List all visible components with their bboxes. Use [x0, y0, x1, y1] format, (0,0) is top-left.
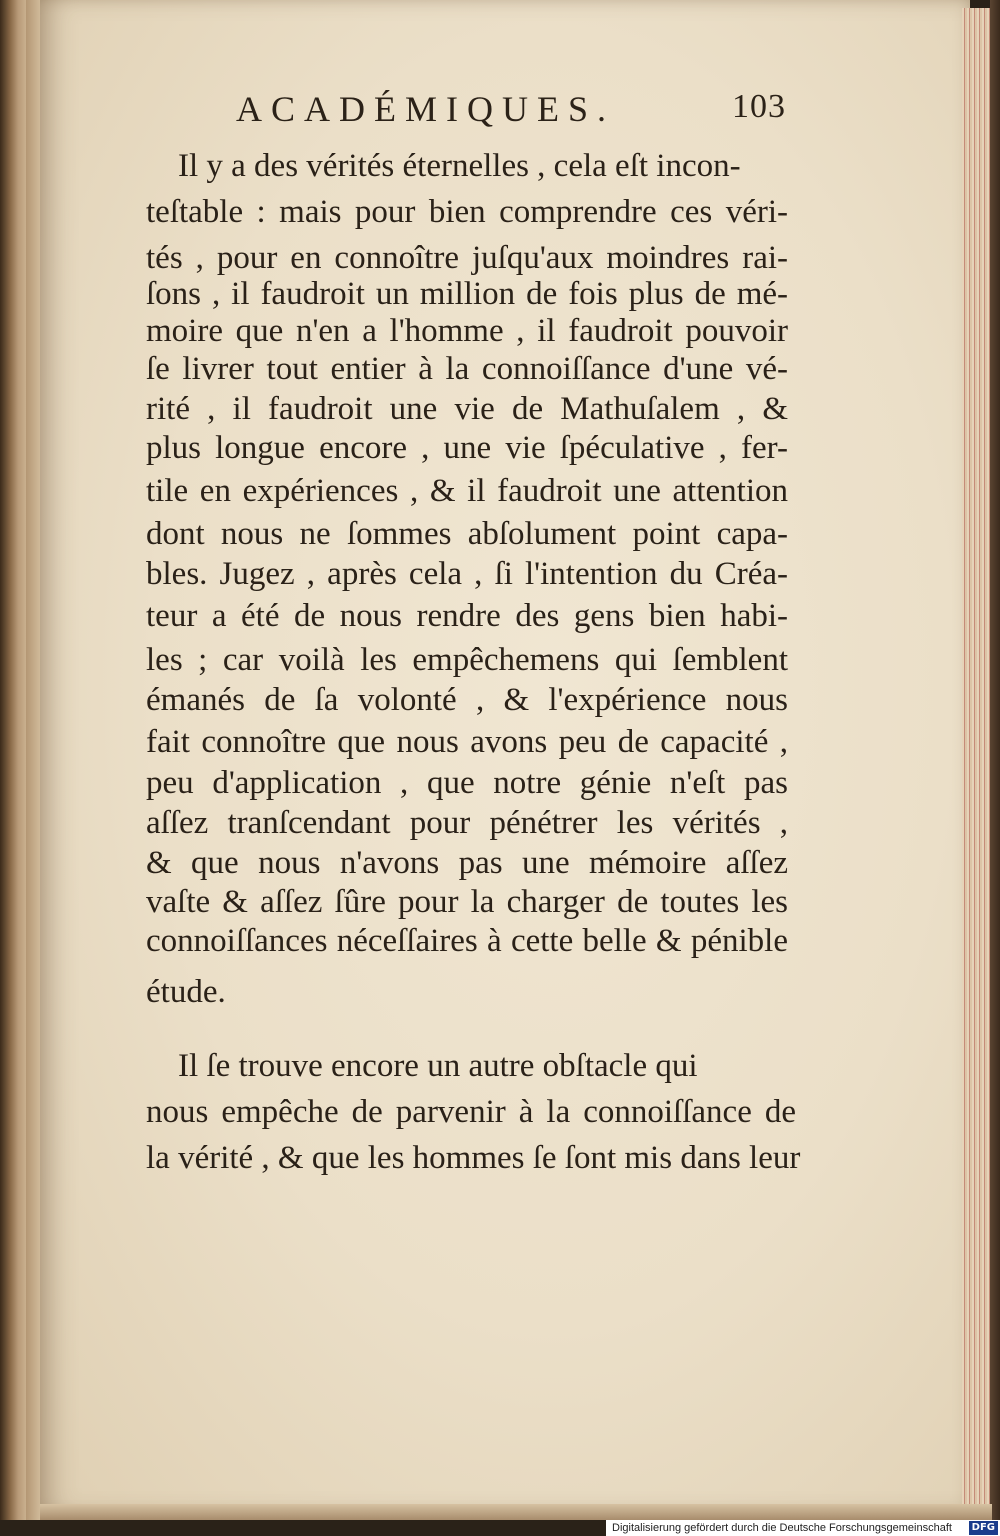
cover-edge [990, 0, 1000, 1520]
text-line: moire que n'en a l'homme , il faudroit pouvoir [146, 313, 788, 349]
running-head: ACADÉMIQUES. [236, 89, 616, 129]
text-line: peu d'application , que notre génie n'eſt pas [146, 765, 788, 801]
text-line: vaſte & aſſez ſûre pour la charger de toutes les [146, 884, 788, 920]
dfg-logo: DFG [969, 1521, 998, 1535]
text-line: la vérité , & que les hommes ſe ſont mis dans leur [146, 1140, 801, 1176]
text-line: aſſez tranſcendant pour pénétrer les vérités , [146, 805, 788, 841]
text-line: bles. Jugez , après cela , ſi l'intention du Créa- [146, 556, 788, 592]
book-binding [0, 0, 26, 1520]
credit-text: Digitalisierung gefördert durch die Deutsche Forschungsgemeinschaft [612, 1522, 952, 1534]
text-line: Il ſe trouve encore un autre obſtacle qui [178, 1048, 698, 1084]
text-line: étude. [146, 974, 226, 1010]
text-line: plus longue encore , une vie ſpéculative , fer- [146, 430, 788, 466]
text-line: Il y a des vérités éternelles , cela eſt incon- [178, 148, 741, 184]
text-line: & que nous n'avons pas une mémoire aſſez [146, 845, 788, 881]
text-line: les ; car voilà les empêchemens qui ſemblent [146, 642, 788, 678]
page-bottom-edge [40, 1504, 992, 1520]
text-line: tés , pour en connoître juſqu'aux moindres rai- [146, 240, 788, 276]
text-line: ſe livrer tout entier à la connoiſſance d'une vé- [146, 351, 788, 387]
text-line: ſons , il faudroit un million de fois plus de mé- [146, 276, 788, 312]
page-stack-edges [962, 8, 992, 1506]
text-line: connoiſſances néceſſaires à cette belle & pénible [146, 923, 788, 959]
text-line: rité , il faudroit une vie de Mathuſalem , & [146, 391, 788, 427]
text-line: tile en expériences , & il faudroit une attention [146, 473, 788, 509]
page-number: 103 [732, 88, 786, 125]
text-line: teur a été de nous rendre des gens bien habi- [146, 598, 788, 634]
text-line: nous empêche de parvenir à la connoiſſance de [146, 1094, 796, 1130]
text-line: teſtable : mais pour bien comprendre ces véri- [146, 194, 788, 230]
text-line: fait connoître que nous avons peu de capacité , [146, 724, 788, 760]
digitization-credit [606, 1520, 1000, 1536]
text-line: émanés de ſa volonté , & l'expérience nous [146, 682, 788, 718]
text-line: dont nous ne ſommes abſolument point capa- [146, 516, 788, 552]
